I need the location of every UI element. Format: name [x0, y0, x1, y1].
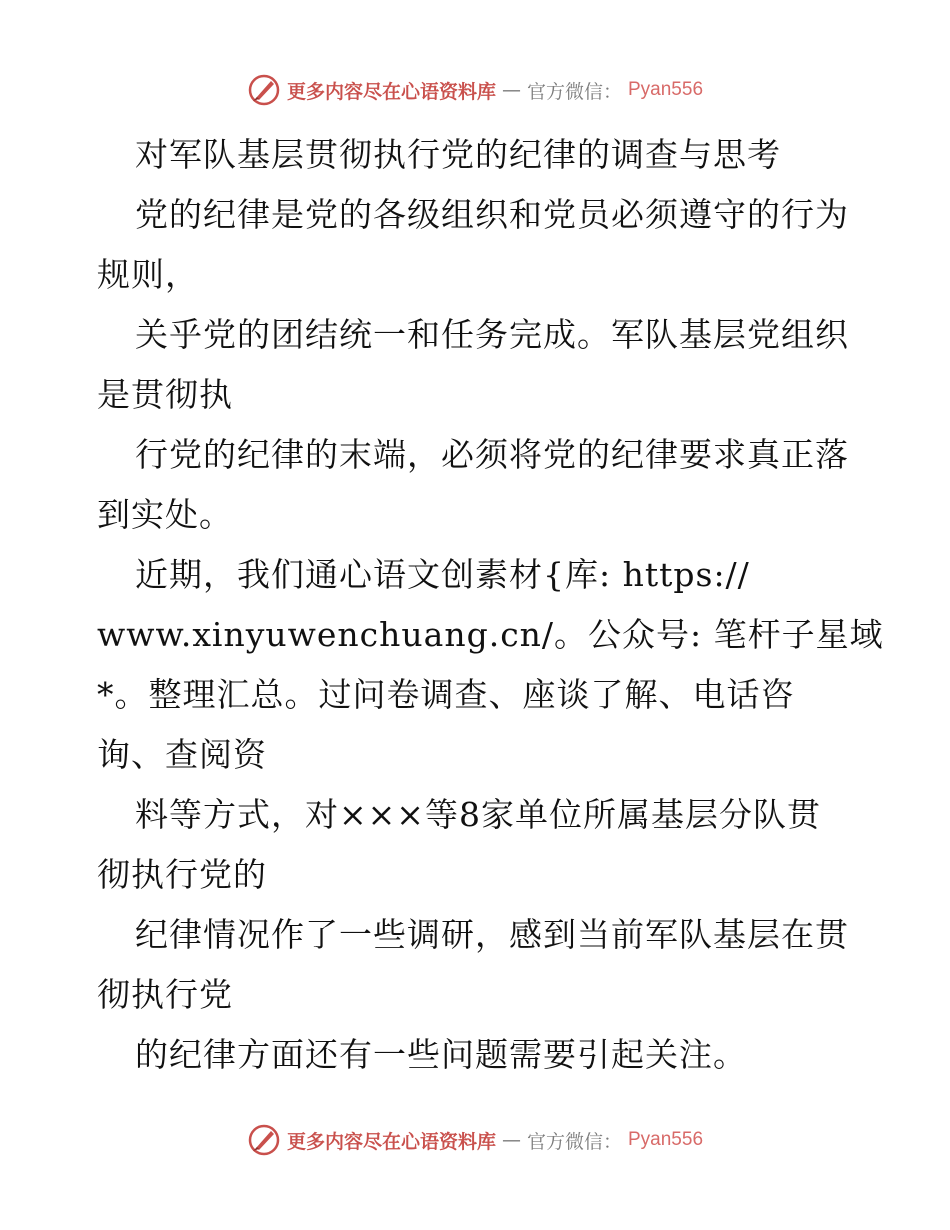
- text-line: 关乎党的团结统一和任务完成。军队基层党组织: [135, 315, 849, 354]
- text-line: 规则，: [97, 255, 199, 294]
- quill-pen-icon: [247, 73, 281, 107]
- watermark-sub-text: 官方微信：: [526, 80, 622, 103]
- watermark-dash: —: [501, 1129, 521, 1151]
- text-line: 是贯彻执: [97, 375, 233, 414]
- text-line: 料等方式，对×××等8家单位所属基层分队贯: [135, 795, 821, 834]
- watermark-id: Pyan556: [628, 1129, 704, 1150]
- document-body: [97, 125, 884, 1085]
- footer-watermark: [0, 1120, 950, 1160]
- text-line: 近期，我们通心语文创素材{库: https://: [135, 555, 750, 594]
- text-line: 纪律情况作了一些调研，感到当前军队基层在贯: [135, 915, 849, 954]
- watermark-main-text: 更多内容尽在心语资料库: [286, 1130, 496, 1153]
- watermark-sub-text: 官方微信：: [526, 1130, 622, 1153]
- watermark-id: Pyan556: [628, 79, 704, 100]
- header-watermark: [0, 70, 950, 110]
- text-line: 到实处。: [97, 495, 233, 534]
- watermark-dash: —: [501, 79, 521, 101]
- text-line: www.xinyuwenchuang.cn/。公众号: 笔杆子星域: [97, 615, 884, 654]
- text-line: 询、查阅资: [97, 735, 267, 774]
- text-line: 彻执行党: [97, 975, 233, 1014]
- text-line: 彻执行党的: [97, 855, 267, 894]
- text-line: 的纪律方面还有一些问题需要引起关注。: [135, 1035, 747, 1074]
- text-line: 党的纪律是党的各级组织和党员必须遵守的行为: [135, 195, 849, 234]
- text-line: *。整理汇总。过问卷调查、座谈了解、电话咨: [97, 675, 795, 714]
- quill-pen-icon: [247, 1123, 281, 1157]
- text-line: 行党的纪律的末端，必须将党的纪律要求真正落: [135, 435, 849, 474]
- watermark-main-text: 更多内容尽在心语资料库: [286, 80, 496, 103]
- document-title: 对军队基层贯彻执行党的纪律的调查与思考: [135, 135, 781, 174]
